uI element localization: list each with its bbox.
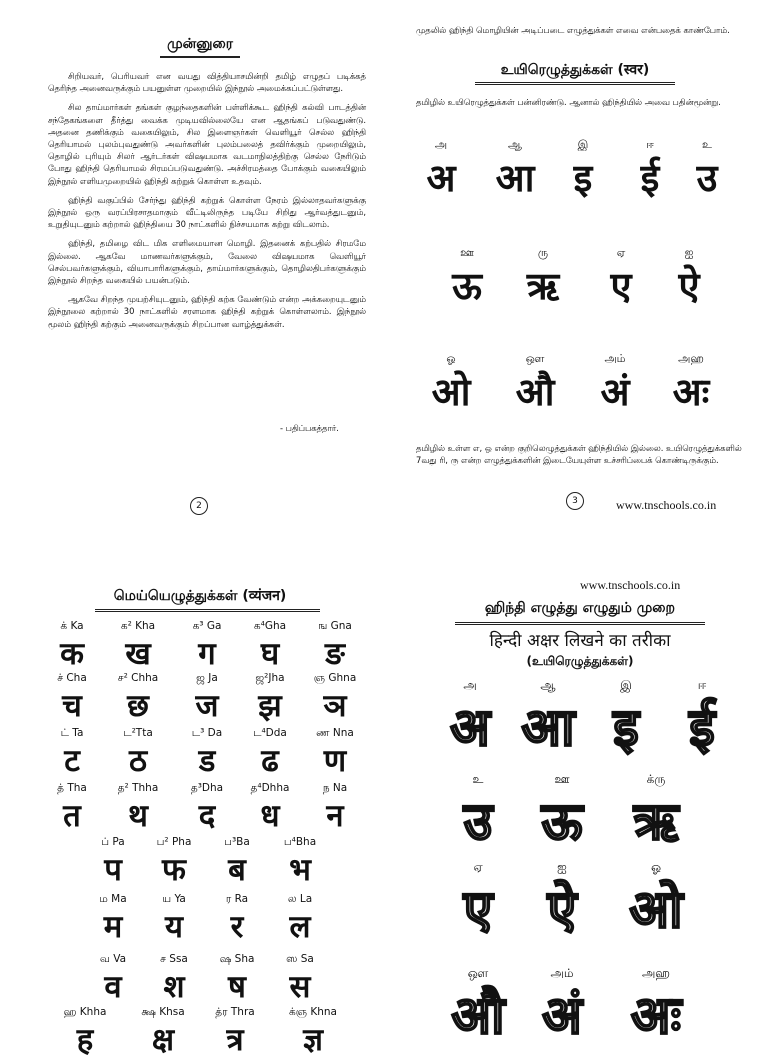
letter-stroke-card [514, 966, 610, 1046]
devanagari-letter: प [104, 852, 122, 888]
devanagari-letter: ऊ [452, 264, 482, 308]
devanagari-letter: ध [260, 798, 280, 834]
vowel-card [508, 246, 578, 308]
vowel-card [406, 138, 476, 200]
devanagari-letter: ए [463, 879, 493, 940]
letter-label: வ Va [99, 953, 127, 965]
devanagari-letter: क्ष [151, 1022, 175, 1058]
letter-label: ஸ Sa [286, 953, 314, 965]
tamil-letter: ஐ [684, 246, 694, 259]
letter-label: ட²Tta [123, 727, 153, 739]
devanagari-letter: ओ [629, 879, 683, 940]
tamil-letter: ஓ [650, 860, 662, 874]
vowel-card [580, 352, 650, 414]
page-consonants [0, 560, 400, 1058]
letter-stroke-card [430, 966, 526, 1046]
consonant-card [255, 953, 345, 1005]
devanagari-letter: ण [323, 743, 347, 779]
letter-label: ஞ Ghna [313, 672, 357, 684]
devanagari-letter: ज [195, 688, 219, 724]
devanagari-letter: स [289, 969, 311, 1005]
tamil-letter: அ [463, 678, 477, 692]
letter-label: ச Ssa [160, 953, 188, 965]
devanagari-letter: झ [258, 688, 282, 724]
letter-label: ஹ Khha [63, 1006, 107, 1018]
devanagari-letter: ह [76, 1022, 94, 1058]
vowel-card [548, 138, 618, 200]
tamil-letter: ஔ [467, 966, 489, 980]
letter-label: ஷ Sha [219, 953, 255, 965]
letter-label: க்ஞ Khna [289, 1006, 337, 1018]
devanagari-letter: अः [672, 370, 710, 414]
letter-label: க⁴Gha [253, 620, 287, 632]
vowel-card [586, 246, 656, 308]
letter-label: ட் Ta [60, 727, 84, 739]
letter-label: ண Nna [316, 727, 354, 739]
letter-stroke-card [430, 860, 526, 940]
preface-body [48, 70, 366, 337]
devanagari-letter: ब [228, 852, 246, 888]
page-number: 3 [566, 492, 584, 510]
letter-label: ர Ra [225, 893, 249, 905]
devanagari-letter: ष [228, 969, 246, 1005]
tamil-letter: ஆ [508, 138, 522, 151]
letter-label: க்ஷ Khsa [141, 1006, 185, 1018]
letter-label: த்ர Thra [215, 1006, 255, 1018]
letter-label: ந Na [322, 782, 348, 794]
writing-title: ஹிந்தி எழுத்து எழுதும் முறை [484, 600, 676, 616]
devanagari-letter: ख [125, 636, 151, 672]
devanagari-letter: अं [600, 370, 630, 414]
tamil-letter: அ [434, 138, 448, 151]
title-underline [95, 609, 320, 612]
tamil-letter: ஊ [554, 772, 570, 786]
devanagari-letter: त [63, 798, 81, 834]
tamil-letter: அம் [550, 966, 574, 980]
devanagari-letter: अं [542, 985, 582, 1046]
devanagari-letter: थ [128, 798, 148, 834]
devanagari-letter: क [60, 636, 84, 672]
tamil-letter: இ [577, 138, 589, 151]
devanagari-letter: अ [450, 697, 490, 758]
devanagari-letter: घ [260, 636, 280, 672]
devanagari-letter: ई [689, 697, 715, 758]
letter-stroke-card [608, 966, 704, 1046]
letter-label: ஜ²Jha [255, 672, 285, 684]
devanagari-letter: ऋ [526, 264, 560, 308]
intro-text: முதலில் ஹிந்தி மொழியின் அடிப்படை எழுத்துக்கள் எவை என்பதைக் காண்போம். [416, 25, 730, 35]
consonant-card [290, 672, 380, 724]
tamil-letter: இ [620, 678, 632, 692]
hindi-title: हिन्दी अक्षर लिखने का तरीका [489, 631, 671, 651]
devanagari-letter: ऐ [678, 264, 700, 308]
tamil-letter: உ [702, 138, 712, 151]
letter-label: ய Ya [162, 893, 186, 905]
letter-label: க³ Ga [192, 620, 222, 632]
tamil-letter: ஊ [460, 246, 474, 259]
tamil-letter: ஓ [446, 352, 456, 365]
devanagari-letter: इ [613, 697, 639, 758]
devanagari-letter: ऊ [541, 791, 583, 852]
devanagari-letter: त्र [226, 1022, 244, 1058]
paragraph: ஆகவே சிறந்த முயற்சியுடனும், ஹிந்தி கற்க வேண்டும் என்ற அக்கறையுடனும் இந்நூலை கற்றால் 30 நாட்களில் சரளமாக ஹிந்தி கற்றுக் கொள்ளலாம். இந்நூல் மூலம் ஹிந்தி கற்கும் அனைவருக்கும் சிறப்பான வாழ்த்துக்கள். [48, 294, 366, 329]
consonants-title: மெய்யெழுத்துக்கள் (व्यंजन) [113, 588, 287, 604]
consonant-card [255, 893, 345, 945]
devanagari-letter: व [104, 969, 122, 1005]
letter-label: ச² Chha [117, 672, 159, 684]
letter-label: த் Tha [57, 782, 87, 794]
consonant-card [190, 1006, 280, 1058]
title-underline [475, 82, 675, 85]
devanagari-letter: आ [495, 156, 535, 200]
tamil-letter: க்ரு [646, 772, 666, 786]
tamil-letter: ஆ [540, 678, 556, 692]
devanagari-letter: ञ [323, 688, 347, 724]
tamil-letter: ஔ [525, 352, 545, 365]
letter-stroke-card [654, 678, 750, 758]
vowel-card [432, 246, 502, 308]
devanagari-letter: द [198, 798, 216, 834]
vowel-card [416, 352, 486, 414]
letter-label: ம Ma [99, 893, 127, 905]
devanagari-letter: उ [696, 156, 718, 200]
devanagari-letter: इ [573, 156, 593, 200]
tamil-letter: ஐ [557, 860, 567, 874]
devanagari-letter: ग [198, 636, 216, 672]
devanagari-letter: उ [463, 791, 493, 852]
lead-text: தமிழில் உயிரெழுத்துக்கள் பன்னிரண்டு. ஆனால் ஹிந்தியில் அவை பதின்மூன்று. [416, 97, 721, 107]
vowel-card [672, 138, 742, 200]
tamil-letter: அம் [604, 352, 626, 365]
letter-label: ட⁴Dda [253, 727, 287, 739]
letter-label: த² Thha [117, 782, 159, 794]
devanagari-letter: श [163, 969, 185, 1005]
devanagari-letter: ऐ [547, 879, 577, 940]
letter-label: ங Gna [318, 620, 352, 632]
devanagari-letter: औ [515, 370, 555, 414]
letter-stroke-card [514, 860, 610, 940]
vowel-card [500, 352, 570, 414]
devanagari-letter: ड [198, 743, 216, 779]
letter-label: க் Ka [60, 620, 84, 632]
devanagari-letter: ट [64, 743, 80, 779]
signature: - பதிப்பகத்தார். [280, 423, 339, 433]
consonant-card [290, 727, 380, 779]
letter-stroke-card [514, 772, 610, 852]
website-link[interactable]: www.tnschools.co.in [616, 498, 717, 512]
tamil-letter: அஹ [641, 966, 671, 980]
vowel-card [656, 352, 726, 414]
note-text: தமிழில் உள்ள எ, ஒ என்ற குறிலெழுத்துக்கள் ஹிந்தியில் இல்லை. உயிரெழுத்துக்களில் 7வது ரி, ரு என்ற எழுத்துக்களின் இடையேயுள்ள உச்சரிப்பைக் கொண்டிருக்கும். [416, 443, 742, 465]
devanagari-letter: ज्ञ [303, 1022, 323, 1058]
paragraph: ஹிந்தி வகுப்பில் சேர்ந்து ஹிந்தி கற்றுக் கொள்ள நேரம் இல்லாதவர்களுக்கு இந்நூல் ஒரு வரப்பிரசாதமாகும் வீட்டிலிருந்த படியே சிறிது ஆர்வத்துடனும், உறுதியுடனும் கற்றால் ஹிந்தியை 30 நாட்களில் நிச்சயமாக கற்று விடலாம். [48, 194, 366, 230]
consonant-card [40, 1006, 130, 1058]
tamil-letter: ஈ [646, 138, 654, 151]
page-vowels [400, 0, 768, 520]
devanagari-letter: आ [521, 697, 575, 758]
page-preface [0, 0, 400, 520]
devanagari-letter: अः [630, 985, 682, 1046]
letter-label: ப³Ba [224, 836, 250, 848]
devanagari-letter: ए [610, 264, 632, 308]
letter-label: த³Dha [190, 782, 224, 794]
devanagari-letter: ल [289, 909, 311, 945]
letter-label: ஜ Ja [196, 672, 218, 684]
devanagari-letter: ई [640, 156, 660, 200]
tamil-letter: ரு [537, 246, 549, 259]
consonant-card [290, 782, 380, 834]
tamil-letter: அஹ [678, 352, 704, 365]
paragraph: சிறியவர், பெரியவர் என வயது வித்தியாசமின்றி தமிழ் எழுதப் படிக்கத் தெரிந்த அனைவருக்கும் பயனுள்ள முறையில் இந்நூல் அமைக்கப்பட்டுள்ளது. [48, 71, 366, 94]
devanagari-letter: भ [289, 852, 311, 888]
consonant-card [290, 620, 380, 672]
letter-label: த⁴Dhha [250, 782, 290, 794]
devanagari-letter: ठ [128, 743, 147, 779]
tamil-letter: ஏ [473, 860, 483, 874]
website-link[interactable]: www.tnschools.co.in [580, 578, 681, 592]
letter-label: ப் Pa [101, 836, 125, 848]
paragraph: ஹிந்தி, தமிழை விட மிக எளிமையான மொழி. இதனைக் கற்பதில் சிரமமே இல்லை. ஆகவே மாணவர்களுக்கும், வேலை விஷயமாக வெளியூர் செல்பவர்களுக்கும், வியாபாரிகளுக்கும், தாய்மார்களுக்கும், தொழிலதிபர்களுக்கும் இந்நூல் சிறந்த வகையில் பயன்படும். [48, 238, 366, 286]
devanagari-letter: ढ [261, 743, 279, 779]
letter-label: ப⁴Bha [283, 836, 317, 848]
devanagari-letter: र [230, 909, 244, 945]
tamil-letter: உ [472, 772, 484, 786]
devanagari-letter: ऋ [633, 791, 679, 852]
devanagari-letter: य [165, 909, 183, 945]
devanagari-letter: छ [127, 688, 149, 724]
page-writing-method [400, 560, 768, 1046]
subtitle: (உயிரெழுத்துக்கள்) [526, 654, 634, 668]
vowel-card [480, 138, 550, 200]
paragraph: சில தாய்மார்கள் தங்கள் குழந்தைகளின் பள்ளிக்கூட ஹிந்தி கல்வி பாடத்தின் சந்தேகங்களை தீர்த்து வைக்க முடியவில்லையே என ஆதங்கப் படுவதுண்டு. அதனை தணிக்கும் வகையிலும், சில இளைஞர்கள் வெளியூர் செல்ல ஹிந்தி தெரியாமல் புலம்புவதுண்டு அவர்களின் புலம்பலைத் தவிர்க்கும் முறையிலும், தொழில் புரியும் சிலர் ஆர்டர்கள் விஷயமாக வடமாநிலத்திற்கு செல்ல நேரிடும் போது ஹிந்தி தெரியாமல் சிரமப்படுவதுண்டு. அச்சிரமத்தை போக்கும் வகையிலும் இந்நூல் எளியமுறையில் ஹிந்தி கற்றுக் கொள்ள உதவும். [48, 102, 366, 186]
letter-label: ட³ Da [191, 727, 223, 739]
consonant-card [268, 1006, 358, 1058]
vowels-title: உயிரெழுத்துக்கள் (स्वर) [500, 62, 650, 78]
page-number: 2 [190, 497, 208, 515]
devanagari-letter: ङ [325, 636, 345, 672]
letter-stroke-card [608, 772, 704, 852]
letter-stroke-card [430, 772, 526, 852]
devanagari-letter: ओ [431, 370, 471, 414]
consonant-card [255, 836, 345, 888]
letter-label: ப² Pha [156, 836, 192, 848]
devanagari-letter: फ [162, 852, 186, 888]
devanagari-letter: म [103, 909, 123, 945]
tamil-letter: ஏ [616, 246, 626, 259]
tamil-letter: ஈ [697, 678, 707, 692]
devanagari-letter: च [62, 688, 82, 724]
letter-stroke-card [608, 860, 704, 940]
letter-label: ச் Cha [57, 672, 87, 684]
vowel-card [654, 246, 724, 308]
letter-label: ல La [287, 893, 313, 905]
devanagari-letter: अ [426, 156, 456, 200]
letter-label: க² Kha [120, 620, 156, 632]
preface-title: முன்னுரை [167, 36, 233, 52]
title-underline [455, 622, 705, 625]
devanagari-letter: न [326, 798, 344, 834]
title-underline [160, 56, 240, 58]
devanagari-letter: औ [451, 985, 505, 1046]
